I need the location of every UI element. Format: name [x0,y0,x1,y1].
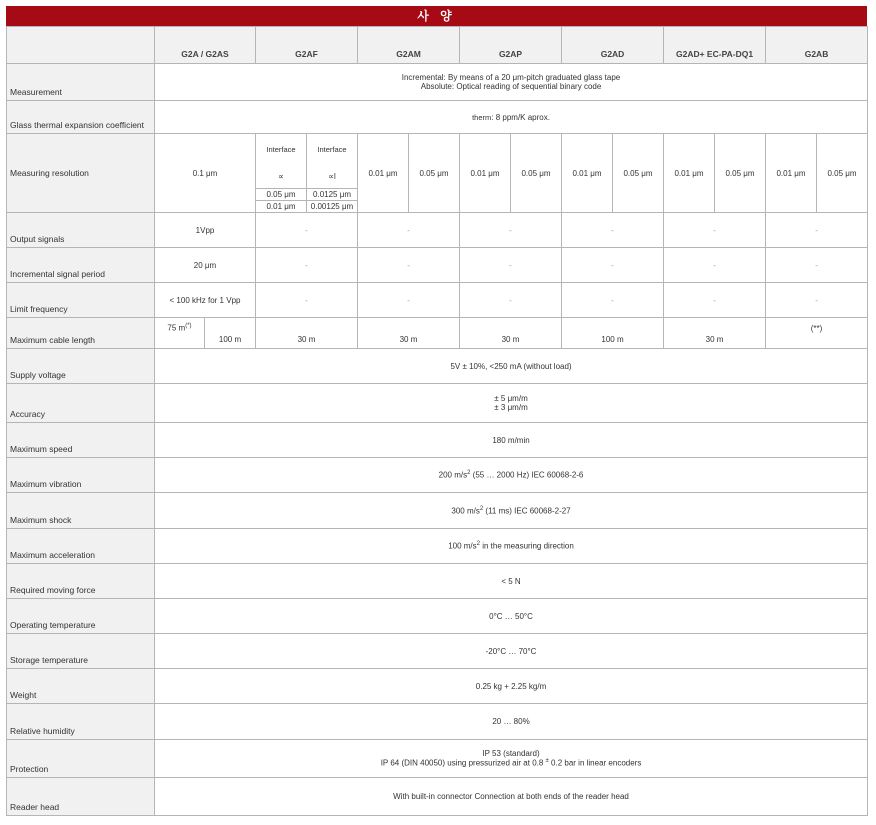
row-resolution [7,134,868,165]
label-accuracy: Accuracy [7,384,155,423]
label-limit: Limit frequency [7,283,155,318]
cable-g2ab: (**) [766,318,868,349]
limit-g2adplus: - [664,283,766,318]
output-g2ab: - [766,213,868,248]
protection-line2-pre: IP 64 (DIN 40050) using pressurized air at 0.8 [380,758,546,768]
accuracy-line1: ± 5 μm/m [494,394,528,403]
limit-g2a: < 100 kHz for 1 Vpp [155,283,256,318]
protection-line2-sup: ± [545,758,549,765]
measurement-line1: Incremental: By means of a 20 μm-pitch graduated glass tape [401,73,621,82]
label-shock: Maximum shock [7,493,155,529]
label-humidity: Relative humidity [7,704,155,740]
label-reader: Reader head [7,778,155,816]
res-g2adplus-001: 0.01 μm [664,134,715,213]
period-g2a: 20 μm [155,248,256,283]
vibration-post: (55 … 2000 Hz) IEC 60068-2-6 [470,470,584,480]
row-weight [7,669,868,704]
value-measurement [155,64,868,101]
label-speed: Maximum speed [7,423,155,458]
label-period: Incremental signal period [7,248,155,283]
limit-g2af: - [256,283,358,318]
row-accel [7,529,868,564]
header-g2am: G2AM [358,27,460,64]
res-g2ad-001: 0.01 μm [562,134,613,213]
row-protection [7,740,868,778]
cable-g2a-a-value: 75 m [167,323,186,333]
res-g2ab-001: 0.01 μm [766,134,817,213]
glass-value: 8 ppm/K aprox. [495,112,550,122]
vibration-sup: 2 [467,470,471,477]
header-g2a: G2A / G2AS [155,27,256,64]
label-optemp: Operating temperature [7,599,155,634]
row-optemp [7,599,868,634]
value-force: < 5 N [155,564,868,599]
label-force: Required moving force [7,564,155,599]
label-cable: Maximum cable length [7,318,155,349]
output-g2ad: - [562,213,664,248]
header-g2adplus: G2AD+ EC-PA-DQ1 [664,27,766,64]
res-interface1-sym: ∝ [256,165,307,189]
accuracy-line2: ± 3 μm/m [494,403,528,412]
res-g2ap-001: 0.01 μm [460,134,511,213]
row-force [7,564,868,599]
res-g2a: 0.1 μm [155,134,256,213]
row-shock [7,493,868,529]
res-af-a1: 0.05 μm [256,189,307,201]
accel-sup: 2 [476,541,480,548]
value-sttemp: -20°C … 70°C [155,634,868,669]
cable-g2ap: 30 m [460,318,562,349]
limit-g2ap: - [460,283,562,318]
label-protection: Protection [7,740,155,778]
res-g2ad-005: 0.05 μm [613,134,664,213]
period-g2ad: - [562,248,664,283]
res-interface1: Interface [256,134,307,165]
spec-table [6,26,868,816]
value-speed: 180 m/min [155,423,868,458]
value-reader: With built-in connector Connection at both ends of the reader head [155,778,868,816]
header-g2ab: G2AB [766,27,868,64]
value-accel [155,529,868,564]
period-g2adplus: - [664,248,766,283]
label-sttemp: Storage temperature [7,634,155,669]
label-weight: Weight [7,669,155,704]
row-output [7,213,868,248]
row-supply [7,349,868,384]
spec-title: 사 양 [417,9,456,23]
label-measurement: Measurement [7,64,155,101]
row-vibration [7,458,868,493]
protection-line1: IP 53 (standard) [482,749,540,759]
value-vibration [155,458,868,493]
limit-g2ab: - [766,283,868,318]
vibration-pre: 200 m/s [438,470,468,480]
cable-g2af: 30 m [256,318,358,349]
res-af-a2: 0.01 μm [256,201,307,213]
output-g2am: - [358,213,460,248]
res-g2adplus-005: 0.05 μm [715,134,766,213]
value-accuracy [155,384,868,423]
header-g2af: G2AF [256,27,358,64]
header-g2ad: G2AD [562,27,664,64]
protection-line2-post: 0.2 bar in linear encoders [548,758,642,768]
period-g2ap: - [460,248,562,283]
row-limit [7,283,868,318]
value-supply: 5V ± 10%, <250 mA (without load) [155,349,868,384]
cable-g2a-b: 100 m [205,318,256,349]
header-empty [7,27,155,64]
res-g2am-005: 0.05 μm [409,134,460,213]
accel-pre: 100 m/s [448,541,477,551]
label-resolution: Measuring resolution [7,134,155,213]
header-g2ap: G2AP [460,27,562,64]
row-period [7,248,868,283]
row-humidity [7,704,868,740]
output-g2adplus: - [664,213,766,248]
res-g2ap-005: 0.05 μm [511,134,562,213]
value-glass: therm: 8 ppm/K aprox. [155,101,868,134]
res-interface2-sym: ∝l [307,165,358,189]
value-weight: 0.25 kg + 2.25 kg/m [155,669,868,704]
row-cable [7,318,868,349]
res-g2am-001: 0.01 μm [358,134,409,213]
output-g2af: - [256,213,358,248]
row-glass [7,101,868,134]
cable-g2ad: 100 m [562,318,664,349]
shock-pre: 300 m/s [451,506,480,516]
row-sttemp [7,634,868,669]
value-protection [155,740,868,778]
row-speed [7,423,868,458]
value-humidity: 20 … 80% [155,704,868,740]
cable-g2am: 30 m [358,318,460,349]
spec-title-bar [6,6,867,26]
spec-sheet [6,6,867,816]
measurement-line2: Absolute: Optical reading of sequential binary code [420,82,602,91]
res-af-b1: 0.0125 μm [307,189,358,201]
label-accel: Maximum acceleration [7,529,155,564]
row-reader [7,778,868,816]
res-g2ab-005: 0.05 μm [817,134,868,213]
cable-g2a-a [155,318,205,349]
value-shock [155,493,868,529]
res-interface2: Interface [307,134,358,165]
row-accuracy [7,384,868,423]
cable-g2adplus: 30 m [664,318,766,349]
output-g2ap: - [460,213,562,248]
period-g2ab: - [766,248,868,283]
glass-prefix: therm [472,112,492,122]
label-vibration: Maximum vibration [7,458,155,493]
limit-g2ad: - [562,283,664,318]
label-output: Output signals [7,213,155,248]
value-optemp: 0°C … 50°C [155,599,868,634]
output-g2a: 1Vpp [155,213,256,248]
limit-g2am: - [358,283,460,318]
label-supply: Supply voltage [7,349,155,384]
period-g2am: - [358,248,460,283]
cable-g2a-a-note: (*) [185,323,192,329]
res-af-b2: 0.00125 μm [307,201,358,213]
header-row [7,27,868,64]
label-glass: Glass thermal expansion coefficient [7,101,155,134]
shock-sup: 2 [479,505,484,512]
shock-post: (11 ms) IEC 60068-2-27 [483,506,571,516]
row-measurement [7,64,868,101]
period-g2af: - [256,248,358,283]
accel-post: in the measuring direction [480,541,574,551]
protection-line2 [157,758,865,768]
